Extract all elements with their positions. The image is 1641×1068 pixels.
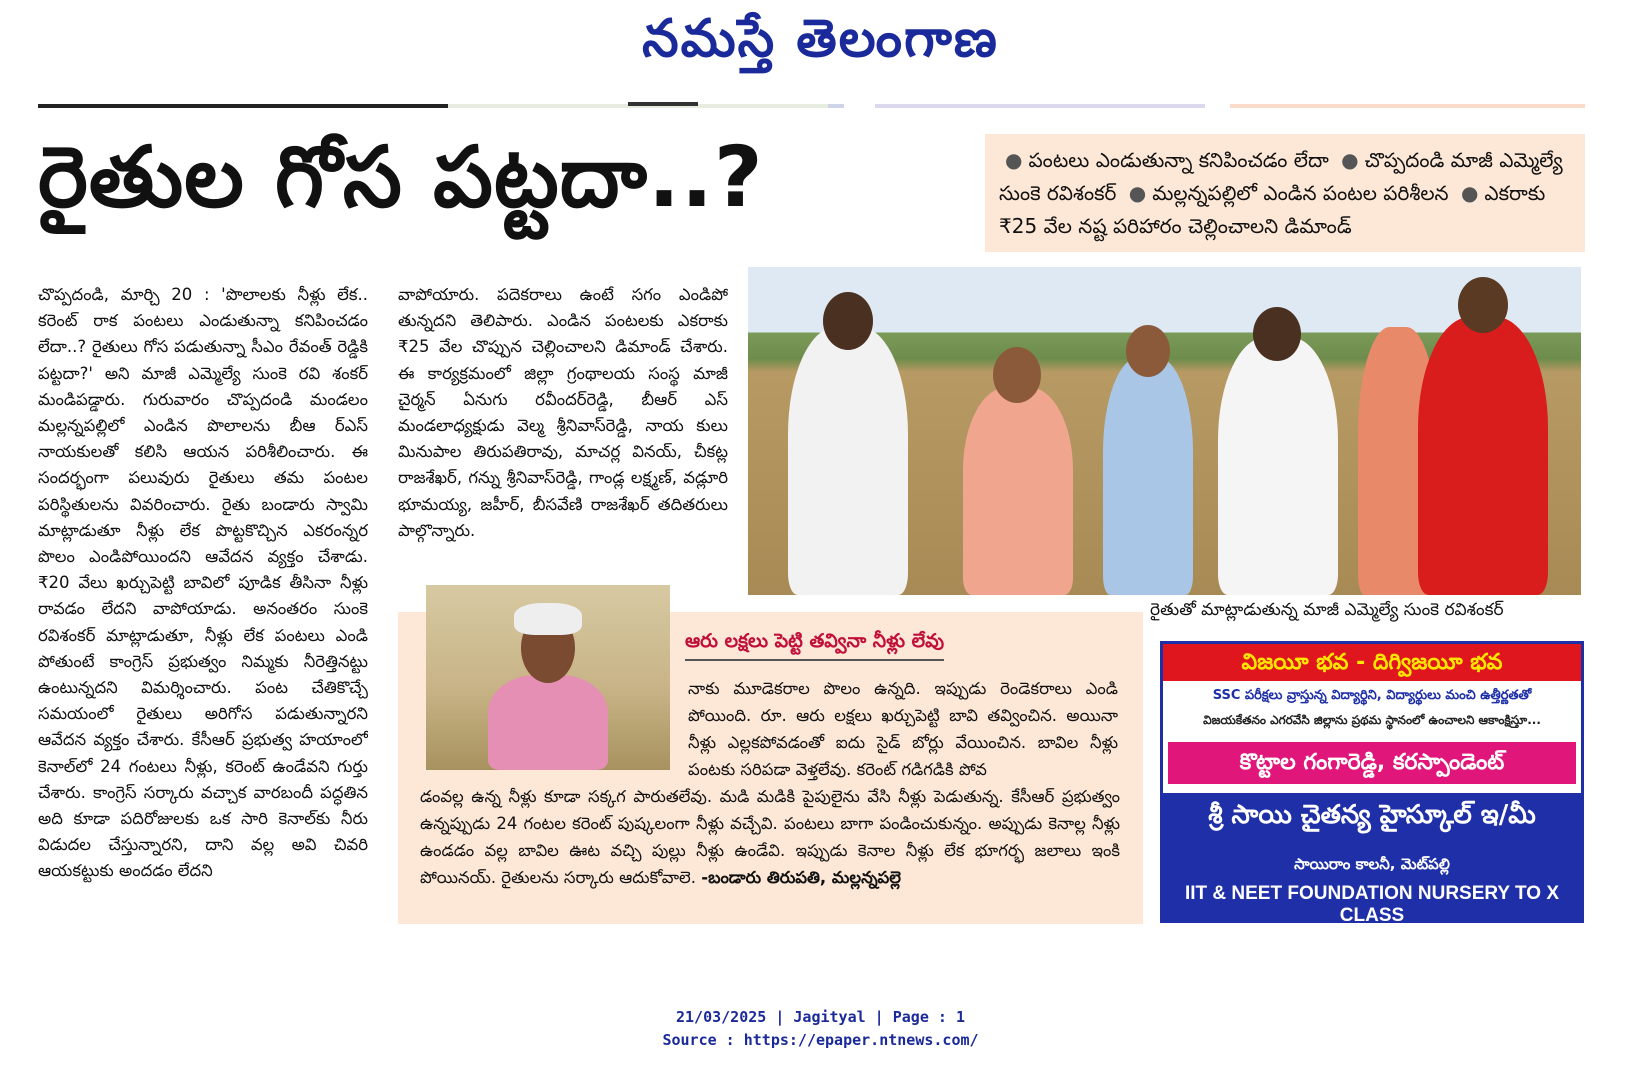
box-story-title: ఆరు లక్షలు పెట్టి తవ్వినా నీళ్లు లేవు [685, 630, 944, 661]
ad-correspondent-name: కొట్టాల గంగారెడ్డి, కరస్పాండెంట్ [1168, 742, 1576, 784]
person-figure [788, 327, 908, 595]
masthead-rule-1 [38, 104, 448, 108]
summary-point: మల్లన్నపల్లిలో ఎండిన పంటల పరిశీలన [1152, 181, 1449, 205]
person-head [993, 347, 1041, 403]
column-1-text: చొప్పదండి, మార్చి 20 : 'పొలాలకు నీళ్లు లేక.. కరెంట్ రాక పంటలు ఎండుతున్నా కనిపించడం లేదా..? రైతులు గోస పడుతున్నా సీఎం రేవంత్ రెడ్డికి పట్టదా?' అని మాజీ ఎమ్మెల్యే సుంకె రవి శంకర్ మండిపడ్డారు. గురువారం చొప్పదండి మండలం మల్లన్నపల్లిలో ఎండిన పొలాలను బీఆ ర్ఎస్ నాయకులతో కలిసి ఆయన పరిశీలించారు. ఈ సందర్భంగా పలువురు రైతులు తమ పంటల పరిస్థితులను వివరించారు. రైతు బండారు స్వామి మాట్లాడుతూ నీళ్లు లేక పొట్టకొచ్చిన ఎకరంన్నర పొలం ఎండిపోయిందని ఆవేదన వ్యక్తం చేశాడు. ₹20 వేలు ఖర్చుపెట్టి బావిలో పూడిక తీసినా నీళ్లు రావడం లేదని వాపోయాడు. అనంతరం సుంకె రవిశంకర్ మాట్లాడుతూ, నీళ్లు లేక పంటలు ఎండి పోతుంటే కాంగ్రెస్ ప్రభుత్వం నిమ్మకు నీరెత్తినట్టు ఉంటున్నదని విమర్శించారు. పంట చేతికొచ్చే సమయంలో రైతులు అరిగోస పడుతున్నారని ఆవేదన వ్యక్తం చేశారు. కేసీఆర్ ప్రభుత్వ హయాంలో కెనాల్‌లో 24 గంటలు నీళ్లు, కరెంట్ ఉండేవని గుర్తు చేశారు. కాంగ్రెస్ సర్కారు వచ్చాక వారబందీ పద్ధతిన అది కూడా పదిరోజులకు ఒక సారి కెనాల్‌కు నీరు విడుదల చేస్తున్నారని, దాని వల్ల అవి చివరి ఆయకట్టుకు అందడం లేదని [38, 285, 368, 881]
footer-source-line: Source : https://epaper.ntnews.com/ [662, 1031, 979, 1049]
box-story-text-1 [688, 675, 1118, 783]
photo-caption: రైతుతో మాట్లాడుతున్న మాజీ ఎమ్మెల్యే సుంకె రవిశంకర్ [1150, 600, 1504, 620]
summary-point: ఎకరాకు ₹25 వేల నష్ట పరిహారం చెల్లించాలని డిమాండ్ [999, 181, 1546, 238]
masthead-rule-4 [828, 104, 844, 108]
masthead-rule-3 [628, 102, 698, 106]
person-head [1458, 277, 1508, 333]
ad-line-2: విజయకేతనం ఎగరవేసి జిల్లాను ప్రథమ స్థానంలో ఉంచాలని ఆకాంక్షిస్తూ... [1203, 713, 1541, 727]
farmer-photo [426, 585, 670, 770]
column-2-text: వాపోయారు. పదెకరాలు ఉంటే సగం ఎండిపో తున్నదని తెలిపారు. ఎండిన పంటలకు ఎకరాకు ₹25 వేల చొప్పున చెల్లించాలని డిమాండ్ చేశారు. ఈ కార్యక్రమంలో జిల్లా గ్రంథాలయ సంస్థ మాజీ చైర్మన్ ఏనుగు రవీందర్‌రెడ్డి, బీఆర్ ఎస్ మండలాధ్యక్షుడు వెల్మ శ్రీనివాస్‌రెడ్డి, నాయ కులు మినుపాల తిరుపతిరావు, మాచర్ల వినయ్, చీకట్ల రాజశేఖర్, గన్ను శ్రీనివాస్‌రెడ్డి, గాండ్ల లక్ష్మణ్, వడ్లూరి భూమయ్య, జహీర్, బీసవేణి రాజశేఖర్ తదితరులు పాల్గొన్నారు. [398, 285, 728, 540]
article-column-1 [38, 282, 368, 932]
ad-tagline: IIT & NEET FOUNDATION NURSERY TO X CLASS [1184, 883, 1560, 926]
person-figure [1418, 317, 1548, 595]
box-story-text-2 [420, 783, 1120, 891]
summary-box [985, 134, 1585, 252]
article-column-2 [398, 282, 728, 572]
person-figure [1103, 357, 1193, 595]
person-figure [963, 387, 1073, 595]
box-story-attribution: -బండారు తిరుపతి, మల్లన్నపల్లె [701, 868, 901, 887]
person-head [823, 292, 873, 350]
summary-point: పంటలు ఎండుతున్నా కనిపించడం లేదా [1028, 148, 1329, 172]
box-story-paragraph [420, 783, 1120, 891]
masthead-rule-6 [1230, 104, 1585, 108]
person-head [1126, 325, 1170, 377]
person-figure [488, 675, 608, 770]
footer-date-line: 21/03/2025 | Jagityal | Page : 1 [676, 1008, 965, 1026]
turban [514, 603, 582, 635]
person-head [1253, 307, 1301, 361]
person-figure [1218, 337, 1338, 595]
ad-school-name: శ్రీ సాయి చైతన్య హైస్కూల్ ఇ/మీ [1208, 800, 1536, 830]
ad-school-address: సాయిరాం కాలనీ, మెట్‌పల్లి [1294, 855, 1450, 873]
summary-point: చొప్పదండి మాజీ ఎమ్మెల్యే సుంకె రవిశంకర్ [999, 148, 1563, 205]
box-story-paragraph: నాకు మూడెకరాల పొలం ఉన్నది. ఇప్పుడు రెండెకరాలు ఎండి పోయింది. రూ. ఆరు లక్షలు ఖర్చుపెట్టి బావి తవ్వించిన. అయినా నీళ్లు ఎల్లకపోవడంతో ఐదు సైడ్ బోర్లు వేయించిన. బావిల నీళ్లు పంటకు సరిపడా వెళ్తలేవు. కరెంట్ గడిగడికి పోవ [688, 679, 1118, 779]
masthead-rule-5 [875, 104, 1205, 108]
bullet-icon: ● [1460, 181, 1479, 205]
main-photo [748, 267, 1581, 595]
box-story-paragraph-text: డంవల్ల ఉన్న నీళ్లు కూడా సక్కగ పారుతలేవు. మడి మడికి పైపులైను వేసి నీళ్లు పెడుతున్న. కేసీఆర్ ప్రభుత్వం ఉన్నప్పుడు 24 గంటల కరెంట్ పుష్కలంగా నీళ్లు వచ్చేవి. పంటలు బాగా పండించుకున్నం. అప్పుడు కెనాల్ల నీళ్లు ఉండడం వల్ల బావిల ఊట వచ్చి పుల్లు నీళ్లు ఉండేవి. ఇప్పుడు కెనాల నీళ్లు లేక భూగర్భ జలాలు ఇంకి పోయినయ్. రైతులను సర్కారు ఆదుకోవాలె. [420, 787, 1120, 887]
ad-headline: విజయీ భవ - దిగ్విజయీ భవ [1163, 644, 1581, 681]
masthead-logo: నమస్తే తెలంగాణ [642, 8, 999, 69]
article-headline: రైతుల గోస పట్టదా..? [38, 128, 764, 226]
bullet-icon: ● [1341, 148, 1359, 172]
bullet-icon: ● [1005, 148, 1023, 172]
bullet-icon: ● [1128, 181, 1147, 205]
ad-line-1: SSC పరీక్షలు వ్రాస్తున్న విద్యార్థిని, విద్యార్థులు మంచి ఉత్తీర్ణతతో [1212, 688, 1532, 703]
